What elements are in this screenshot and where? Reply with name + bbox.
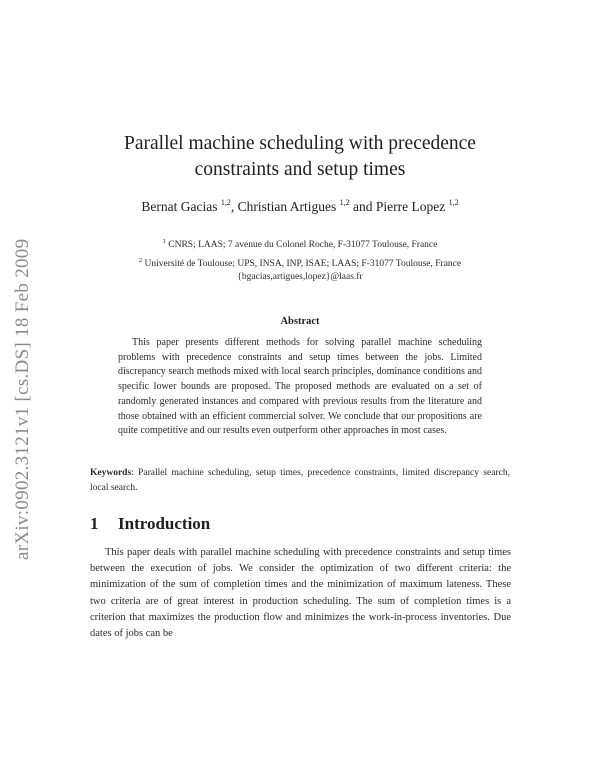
author-affil-marker: 1,2 <box>220 198 231 207</box>
author-separator: , <box>230 199 238 214</box>
author-name: Pierre Lopez <box>375 199 446 214</box>
keywords-label: Keywords <box>90 468 132 478</box>
affiliation-1 <box>90 238 510 250</box>
affiliation-text: Université de Toulouse; UPS, INSA, INP, ISAE; LAAS; F-31077 Toulouse, France <box>144 259 462 269</box>
section-heading-introduction <box>90 514 210 534</box>
author-list <box>90 198 510 215</box>
author-name: Christian Artigues <box>237 199 337 214</box>
author-emails: {bgacias,artigues,lopez}@laas.fr <box>237 272 363 282</box>
introduction-paragraph: This paper deals with parallel machine scheduling with precedence constraints and setup times between the execution of jobs. We consider the optimization of two different criteria: the minimization of the sum of completion times and the minimization of maximum lateness. These two criteria are of great interest in production scheduling. The sum of completion times is a criterion that maximizes the production flow and minimizes the work-in-process inventories. Due dates of jobs can be <box>90 547 511 640</box>
affiliation-text: CNRS; LAAS; 7 avenue du Colonel Roche, F-31077 Toulouse, France <box>168 240 438 250</box>
arxiv-identifier-stamp[interactable]: arXiv:0902.3121v1 [cs.DS] 18 Feb 2009 <box>12 238 33 560</box>
title-line-2: constraints and setup times <box>194 159 406 180</box>
section-title: Introduction <box>118 514 211 533</box>
affiliation-marker: 2 <box>138 257 143 264</box>
keywords-block <box>90 466 510 496</box>
keywords-text: : Parallel machine scheduling, setup times, precedence constraints, limited discrepancy search, local search. <box>90 468 510 493</box>
affiliation-marker: 1 <box>162 238 166 245</box>
abstract-text: This paper presents different methods for solving parallel machine scheduling problems with precedence constraints and setup times between the jobs. Limited discrepancy search methods mixed with local search principles, dominance conditions and specific lower bounds are proposed. The proposed methods are evaluated on a set of randomly generated instances and compared with previous results from the literature and those obtained with an efficient commercial solver. We conclude that our propositions are quite competitive and our results even outperform other approaches in most cases. <box>118 337 482 437</box>
author-name: Bernat Gacias <box>141 199 218 214</box>
title-line-1: Parallel machine scheduling with precedence <box>124 133 476 154</box>
section-number: 1 <box>90 514 99 533</box>
affiliation-2 <box>90 257 510 269</box>
paper-title <box>90 131 510 183</box>
author-affil-marker: 1,2 <box>339 198 350 207</box>
abstract-heading: Abstract <box>280 316 320 327</box>
author-affil-marker: 1,2 <box>448 198 459 207</box>
author-separator: and <box>349 199 376 214</box>
